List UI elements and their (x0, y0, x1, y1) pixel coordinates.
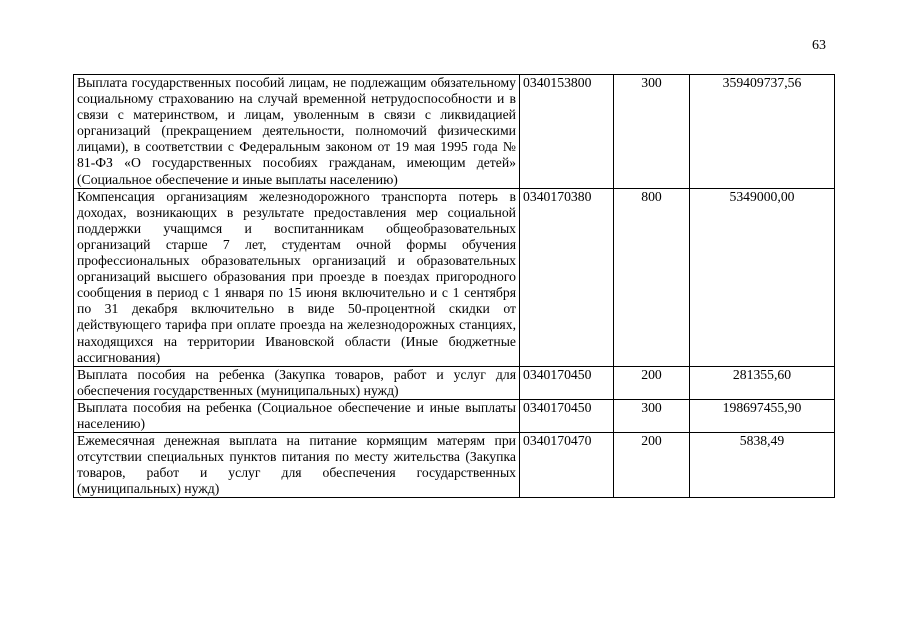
amount: 5838,49 (690, 433, 835, 498)
row-description: Выплата государственных пособий лицам, не подлежащим обязательному социальному страхованию на случай временной нетрудоспособности и в связи с материнством, и лицам, уволенным в связи с ликвидацией организаций (прекращением деятельности, полномочий физическими лицами), в соответствии с Федеральным законом от 19 мая 1995 года № 81-ФЗ «О государственных пособиях гражданам, имеющим детей» (Социальное обеспечение и иные выплаты населению) (74, 75, 520, 189)
page-number: 63 (812, 38, 826, 53)
amount: 359409737,56 (690, 75, 835, 189)
table-row (74, 433, 835, 498)
table-row (74, 75, 835, 189)
target-code: 0340153800 (520, 75, 614, 189)
target-code: 0340170450 (520, 399, 614, 432)
table-row (74, 366, 835, 399)
budget-table (73, 74, 835, 498)
target-code: 0340170470 (520, 433, 614, 498)
row-description: Компенсация организациям железнодорожного транспорта потерь в доходах, возникающих в результате предоставления мер социальной поддержки учащимся и воспитанникам общеобразовательных организаций старше 7 лет, студентам очной формы обучения профессиональных образовательных организаций и образовательных организаций высшего образования при проезде в поездах пригородного сообщения в период с 1 января по 15 июня включительно и с 1 сентября по 31 декабря включительно в виде 50-процентной скидки от действующего тарифа при оплате проезда на железнодорожных станциях, находящихся на территории Ивановской области (Иные бюджетные ассигнования) (74, 188, 520, 366)
amount: 198697455,90 (690, 399, 835, 432)
row-description: Выплата пособия на ребенка (Социальное обеспечение и иные выплаты населению) (74, 399, 520, 432)
expense-type: 300 (614, 75, 690, 189)
expense-type: 200 (614, 433, 690, 498)
target-code: 0340170380 (520, 188, 614, 366)
table-row (74, 399, 835, 432)
expense-type: 300 (614, 399, 690, 432)
expense-type: 200 (614, 366, 690, 399)
expense-type: 800 (614, 188, 690, 366)
row-description: Ежемесячная денежная выплата на питание кормящим матерям при отсутствии специальных пунктов питания по месту жительства (Закупка товаров, работ и услуг для обеспечения государственных (муниципальных) нужд) (74, 433, 520, 498)
row-description: Выплата пособия на ребенка (Закупка товаров, работ и услуг для обеспечения государственных (муниципальных) нужд) (74, 366, 520, 399)
table-row (74, 188, 835, 366)
target-code: 0340170450 (520, 366, 614, 399)
amount: 5349000,00 (690, 188, 835, 366)
amount: 281355,60 (690, 366, 835, 399)
